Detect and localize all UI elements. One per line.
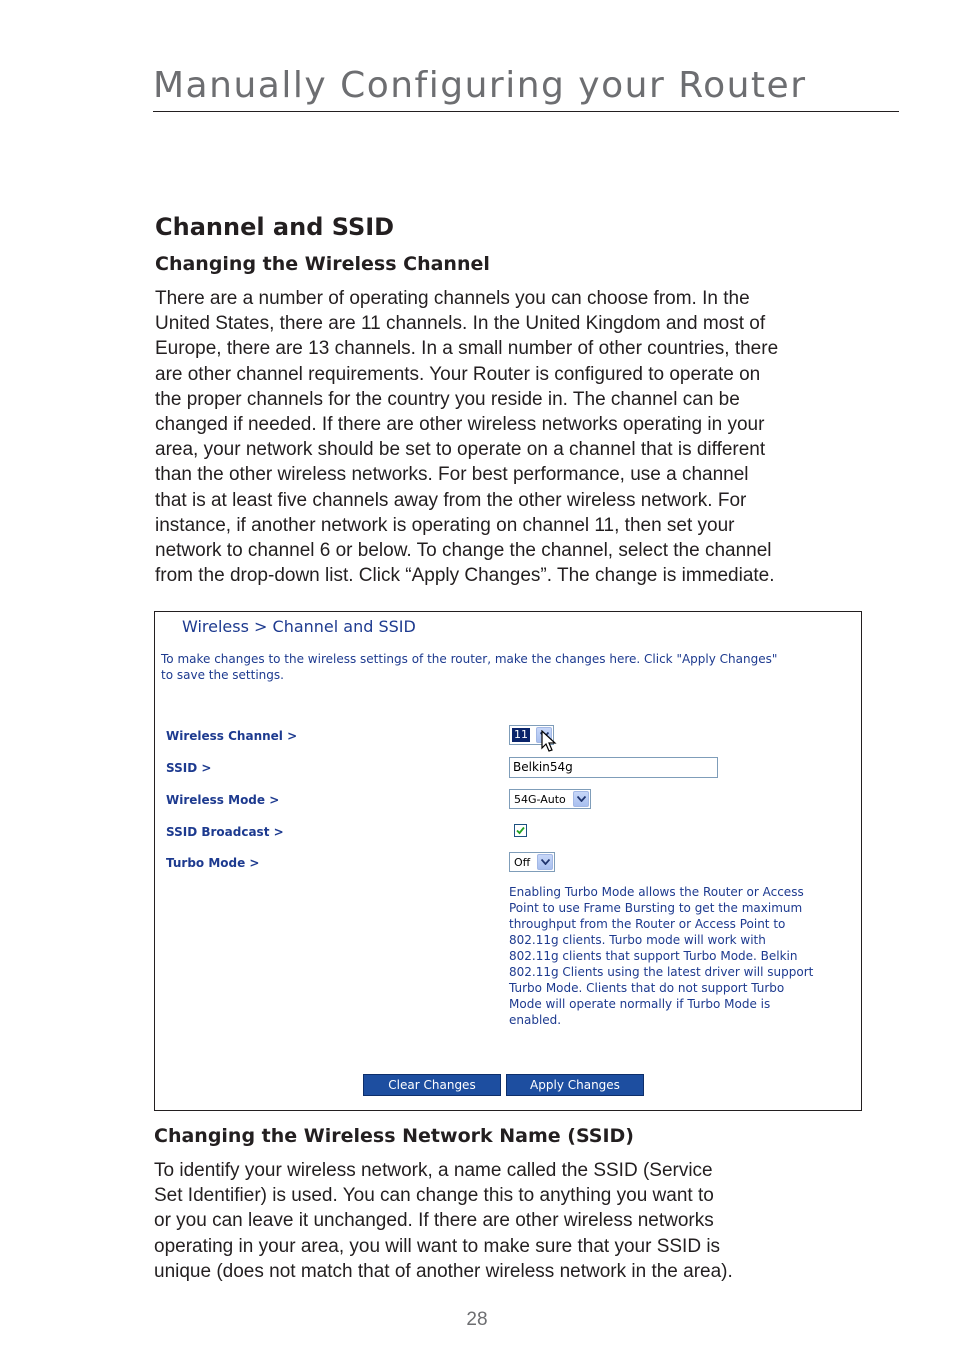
ssid-paragraph bbox=[154, 1158, 733, 1284]
wireless-channel-label: Wireless Channel > bbox=[166, 729, 298, 743]
paragraph-line: that is at least five channels away from the other wireless network. For bbox=[155, 489, 747, 511]
paragraph-line: changed if needed. If there are other wireless networks operating in your bbox=[155, 414, 765, 436]
channel-paragraph bbox=[155, 286, 778, 588]
help-line: Mode will operate normally if Turbo Mode is bbox=[509, 997, 771, 1011]
wireless-mode-select[interactable] bbox=[509, 789, 591, 809]
turbo-mode-label: Turbo Mode > bbox=[166, 856, 260, 870]
channel-selected-value: 11 bbox=[514, 728, 528, 741]
paragraph-line: To identify your wireless network, a name called the SSID (Service bbox=[154, 1160, 713, 1181]
ssid-input[interactable]: Belkin54g bbox=[509, 757, 718, 778]
help-line: 802.11g Clients using the latest driver will support bbox=[509, 965, 814, 979]
chevron-down-icon[interactable] bbox=[537, 854, 553, 870]
paragraph-line: United States, there are 11 channels. In the United Kingdom and most of bbox=[155, 313, 766, 335]
help-line: 802.11g clients that support Turbo Mode. Belkin bbox=[509, 949, 798, 963]
paragraph-line: instance, if another network is operating on channel 11, then set your bbox=[155, 514, 735, 536]
page-header-title: Manually Configuring your Router bbox=[153, 65, 807, 106]
ssid-label: SSID > bbox=[166, 761, 212, 775]
intro-line: to save the settings. bbox=[161, 668, 284, 682]
intro-line: To make changes to the wireless settings of the router, make the changes here. Click "Apply Changes" bbox=[161, 652, 778, 666]
wireless-mode-label: Wireless Mode > bbox=[166, 793, 280, 807]
help-line: enabled. bbox=[509, 1013, 562, 1027]
help-line: Point to use Frame Bursting to get the maximum bbox=[509, 901, 803, 915]
turbo-mode-help bbox=[509, 884, 813, 1028]
turbo-mode-select[interactable] bbox=[509, 852, 555, 872]
help-line: Turbo Mode. Clients that do not support Turbo bbox=[509, 981, 785, 995]
paragraph-line: There are a number of operating channels you can choose from. In the bbox=[155, 288, 750, 309]
help-line: Enabling Turbo Mode allows the Router or Access bbox=[509, 885, 804, 899]
paragraph-line: unique (does not match that of another wireless network in the area). bbox=[154, 1260, 733, 1282]
turbo-selected-value: Off bbox=[514, 856, 531, 869]
paragraph-line: from the drop-down list. Click “Apply Changes”. The change is immediate. bbox=[155, 565, 775, 587]
clear-changes-button[interactable]: Clear Changes bbox=[363, 1074, 501, 1096]
intro-text bbox=[161, 651, 851, 683]
paragraph-line: are other channel requirements. Your Router is configured to operate on bbox=[155, 363, 761, 385]
ssid-broadcast-label: SSID Broadcast > bbox=[166, 825, 284, 839]
ssid-broadcast-checkbox[interactable] bbox=[514, 824, 527, 837]
help-line: throughput from the Router or Access Point to bbox=[509, 917, 786, 931]
paragraph-line: the proper channels for the country you reside in. The channel can be bbox=[155, 388, 740, 410]
apply-changes-button[interactable]: Apply Changes bbox=[506, 1074, 644, 1096]
router-ui-screenshot bbox=[154, 611, 862, 1111]
checkmark-icon bbox=[516, 826, 525, 835]
mode-selected-value: 54G-Auto bbox=[514, 793, 566, 806]
page-number: 28 bbox=[466, 1309, 488, 1330]
paragraph-line: Set Identifier) is used. You can change this to anything you want to bbox=[154, 1185, 714, 1207]
paragraph-line: than the other wireless networks. For best performance, use a channel bbox=[155, 464, 749, 486]
help-line: 802.11g clients. Turbo mode will work with bbox=[509, 933, 766, 947]
breadcrumb: Wireless > Channel and SSID bbox=[182, 617, 416, 636]
paragraph-line: network to channel 6 or below. To change the channel, select the channel bbox=[155, 540, 772, 562]
chevron-down-icon[interactable] bbox=[573, 791, 589, 807]
paragraph-line: Europe, there are 13 channels. In a small number of other countries, there bbox=[155, 338, 779, 360]
paragraph-line: or you can leave it unchanged. If there are other wireless networks bbox=[154, 1210, 714, 1232]
paragraph-line: area, your network should be set to operate on a channel that is different bbox=[155, 439, 766, 461]
subheading-wireless-channel: Changing the Wireless Channel bbox=[155, 253, 490, 275]
mouse-cursor-icon bbox=[541, 730, 557, 754]
subheading-ssid: Changing the Wireless Network Name (SSID) bbox=[154, 1125, 634, 1147]
paragraph-line: operating in your area, you will want to make sure that your SSID is bbox=[154, 1235, 721, 1257]
header-rule bbox=[153, 111, 899, 112]
section-heading: Channel and SSID bbox=[155, 213, 395, 241]
